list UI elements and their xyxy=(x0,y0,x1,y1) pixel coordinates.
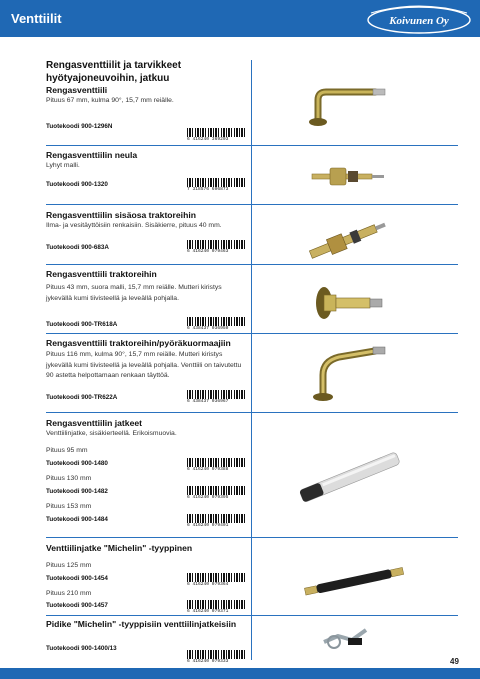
barcode-bars xyxy=(187,458,247,467)
valve-angled-image xyxy=(300,82,390,132)
product-code: Tuotekoodi 900-1480 xyxy=(46,460,108,467)
barcode-number: 6 438437 036950 xyxy=(187,326,229,331)
section-title: hyötyajoneuvoihin, jatkuu xyxy=(46,72,170,84)
barcode-number: 6 416240 079371 xyxy=(187,609,229,614)
product-code: Tuotekoodi 900-TR618A xyxy=(46,321,118,328)
barcode xyxy=(187,458,247,472)
product-description: Lyhyt malli. xyxy=(46,162,80,169)
barcode xyxy=(187,390,247,404)
barcode-bars xyxy=(187,650,247,659)
barcode xyxy=(187,600,247,614)
barcode-number: 6 416240 369203 xyxy=(187,137,229,142)
barcode-number: 6 416240 079364 xyxy=(187,582,229,587)
section-pyorakuormaajiin xyxy=(46,338,246,382)
barcode-bars xyxy=(187,128,247,137)
section-michelin-jatke xyxy=(46,543,246,554)
barcode xyxy=(187,128,247,142)
barcode xyxy=(187,240,247,254)
page-header xyxy=(0,0,480,37)
barcode-bars xyxy=(187,486,247,495)
valve-core-image xyxy=(308,162,388,192)
product-description: Venttiilinjatke, sisäkierteellä. Erikoismuovia. xyxy=(46,430,177,437)
company-logo xyxy=(365,3,473,35)
variant-length: Pituus 95 mm xyxy=(46,447,88,454)
product-code: Tuotekoodi 900-1454 xyxy=(46,575,108,582)
barcode xyxy=(187,650,247,664)
product-description: Pituus 116 mm, kulma 90°, 15,7 mm reiälle. Mutteri kiristys jykevällä kumi tiivisteellä ja leveällä pohjalla. Venttiili on taivutettu 90 astetta helpottamaan renkaan täyttöä. xyxy=(46,351,242,379)
barcode-bars xyxy=(187,514,247,523)
section-traktoreihin xyxy=(46,269,246,304)
section-divider xyxy=(46,412,458,413)
barcode-bars xyxy=(187,178,247,187)
barcode xyxy=(187,317,247,331)
product-description: Ilma- ja vesitäyttöisiin renkaisiin. Sisäkierre, pituus 40 mm. xyxy=(46,222,222,229)
product-code: Tuotekoodi 900-683A xyxy=(46,244,109,251)
column-divider xyxy=(251,60,252,660)
variant-length: Pituus 125 mm xyxy=(46,562,92,569)
section-pidike xyxy=(46,619,246,630)
product-name: Rengasventtiilin neula xyxy=(46,150,138,160)
barcode xyxy=(187,573,247,587)
section-divider xyxy=(46,264,458,265)
section-divider xyxy=(46,204,458,205)
valve-insert-image xyxy=(302,218,392,262)
svg-text:Koivunen Oy: Koivunen Oy xyxy=(389,15,449,27)
product-code: Tuotekoodi 900-TR622A xyxy=(46,394,118,401)
barcode xyxy=(187,486,247,500)
barcode-number: 7 318576 606873 xyxy=(187,187,229,192)
variant-length: Pituus 153 mm xyxy=(46,503,92,510)
product-name: Rengasventtiilin jatkeet xyxy=(46,418,142,428)
section-divider xyxy=(46,537,458,538)
barcode-number: 6 416240 079463 xyxy=(187,249,229,254)
section-sisaosa xyxy=(46,210,246,232)
barcode xyxy=(187,514,247,528)
product-name: Rengasventtiili traktoreihin/pyöräkuormaajiin xyxy=(46,338,231,348)
product-code: Tuotekoodi 900-1457 xyxy=(46,602,108,609)
product-description: Pituus 43 mm, suora malli, 15,7 mm reiälle. Mutteri kiristys jykevällä kumi tiivisteellä ja leveällä pohjalla. xyxy=(46,284,222,302)
product-code: Tuotekoodi 900-1296N xyxy=(46,123,113,130)
variant-length: Pituus 210 mm xyxy=(46,590,92,597)
barcode-bars xyxy=(187,600,247,609)
page-number: 49 xyxy=(450,657,459,666)
section-jatkeet xyxy=(46,418,246,440)
product-name: Venttiilinjatke "Michelin" -tyyppinen xyxy=(46,543,193,553)
product-name: Rengasventtiili xyxy=(46,85,108,95)
section-title: Rengasventtiilit ja tarvikkeet xyxy=(46,60,182,71)
product-code: Tuotekoodi 900-1484 xyxy=(46,516,108,523)
page-footer xyxy=(0,668,480,679)
barcode-bars xyxy=(187,573,247,582)
section-neula xyxy=(46,150,246,172)
holder-clip-image xyxy=(318,620,378,656)
product-name: Rengasventtiili traktoreihin xyxy=(46,269,157,279)
barcode-number: 6 416240 079388 xyxy=(187,467,229,472)
barcode-bars xyxy=(187,317,247,326)
barcode-bars xyxy=(187,390,247,399)
barcode-number: 6 416240 079333 xyxy=(187,659,229,664)
page-title: Venttiilit xyxy=(11,11,62,26)
barcode xyxy=(187,178,247,192)
section-rengasventtiili xyxy=(46,60,246,107)
product-name: Pidike "Michelin" -tyyppisiin venttiilinjatkeisiin xyxy=(46,619,237,629)
barcode-number: 6 416240 079401 xyxy=(187,523,229,528)
section-divider xyxy=(46,333,458,334)
product-name: Rengasventtiilin sisäosa traktoreihin xyxy=(46,210,196,220)
product-code: Tuotekoodi 900-1320 xyxy=(46,181,108,188)
barcode-number: 6 438437 036967 xyxy=(187,399,229,404)
barcode-number: 6 416240 079395 xyxy=(187,495,229,500)
extension-plastic-image xyxy=(292,452,407,504)
extension-hose-image xyxy=(296,556,411,606)
barcode-bars xyxy=(187,240,247,249)
valve-straight-image xyxy=(308,283,388,323)
product-code: Tuotekoodi 900-1482 xyxy=(46,488,108,495)
product-code: Tuotekoodi 900-1400/13 xyxy=(46,645,117,652)
product-description: Pituus 67 mm, kulma 90°, 15,7 mm reiälle. xyxy=(46,97,174,104)
variant-length: Pituus 130 mm xyxy=(46,475,92,482)
section-divider xyxy=(46,615,458,616)
section-divider xyxy=(46,145,458,146)
valve-bent-image xyxy=(305,345,395,405)
